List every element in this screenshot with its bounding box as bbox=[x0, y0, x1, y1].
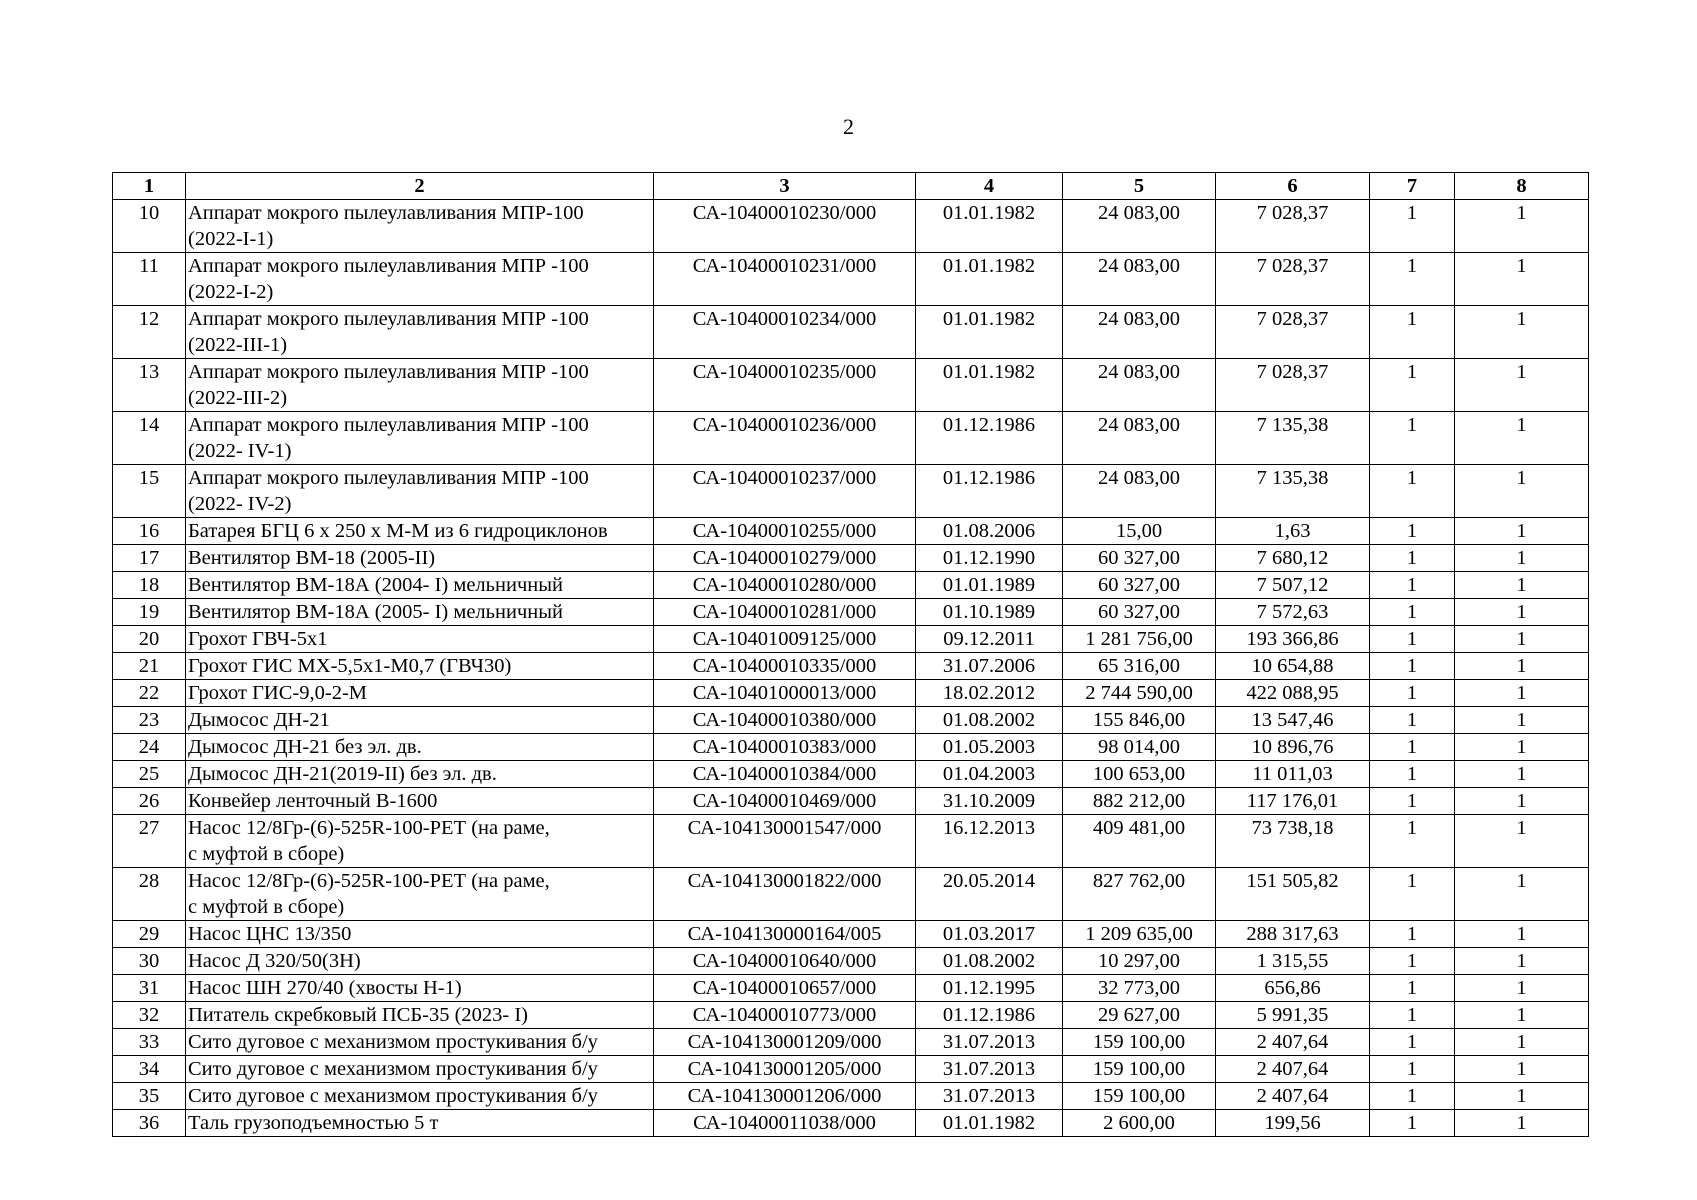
row-number-cell: 27 bbox=[113, 815, 186, 868]
name-line: Сито дуговое с механизмом простукивания б/у bbox=[188, 1031, 598, 1053]
column-5-value-cell: 29 627,00 bbox=[1063, 1002, 1216, 1029]
column-8-value-cell: 1 bbox=[1455, 572, 1589, 599]
date-cell: 31.07.2013 bbox=[916, 1056, 1063, 1083]
date-cell: 01.08.2002 bbox=[916, 948, 1063, 975]
date-cell: 18.02.2012 bbox=[916, 680, 1063, 707]
inventory-code-cell: СА-10400010384/000 bbox=[654, 761, 916, 788]
name-line: Грохот ГВЧ-5х1 bbox=[188, 628, 328, 650]
name-line: Насос 12/8Гр-(6)-525R-100-РЕТ (на раме, bbox=[188, 870, 550, 892]
date-cell: 01.12.1986 bbox=[916, 412, 1063, 465]
table-row bbox=[113, 1029, 1589, 1056]
column-5-value-cell: 24 083,00 bbox=[1063, 253, 1216, 306]
column-8-value-cell: 1 bbox=[1455, 359, 1589, 412]
column-8-value-cell: 1 bbox=[1455, 680, 1589, 707]
column-header: 1 bbox=[113, 173, 186, 200]
table-row bbox=[113, 975, 1589, 1002]
column-8-value-cell: 1 bbox=[1455, 1002, 1589, 1029]
column-5-value-cell: 65 316,00 bbox=[1063, 653, 1216, 680]
table-row bbox=[113, 707, 1589, 734]
column-header: 5 bbox=[1063, 173, 1216, 200]
row-number-cell: 20 bbox=[113, 626, 186, 653]
column-7-value-cell: 1 bbox=[1370, 761, 1455, 788]
column-7-value-cell: 1 bbox=[1370, 707, 1455, 734]
name-line: Батарея БГЦ 6 х 250 х М-М из 6 гидроциклонов bbox=[188, 520, 608, 542]
column-5-value-cell: 24 083,00 bbox=[1063, 465, 1216, 518]
name-line: Конвейер ленточный В-1600 bbox=[188, 790, 438, 812]
name-cell bbox=[186, 1002, 654, 1029]
inventory-code-cell: СА-10400010280/000 bbox=[654, 572, 916, 599]
row-number-cell: 22 bbox=[113, 680, 186, 707]
column-5-value-cell: 60 327,00 bbox=[1063, 599, 1216, 626]
column-7-value-cell: 1 bbox=[1370, 921, 1455, 948]
column-5-value-cell: 24 083,00 bbox=[1063, 359, 1216, 412]
inventory-code-cell: СА-10400010255/000 bbox=[654, 518, 916, 545]
column-8-value-cell: 1 bbox=[1455, 921, 1589, 948]
column-6-value-cell: 193 366,86 bbox=[1216, 626, 1370, 653]
column-7-value-cell: 1 bbox=[1370, 788, 1455, 815]
row-number-cell: 17 bbox=[113, 545, 186, 572]
name-cell bbox=[186, 545, 654, 572]
name-line: Насос ЦНС 13/350 bbox=[188, 923, 352, 945]
date-cell: 01.12.1986 bbox=[916, 1002, 1063, 1029]
column-8-value-cell: 1 bbox=[1455, 868, 1589, 921]
row-number-cell: 32 bbox=[113, 1002, 186, 1029]
column-6-value-cell: 7 028,37 bbox=[1216, 359, 1370, 412]
name-line: Сито дуговое с механизмом простукивания б/у bbox=[188, 1085, 598, 1107]
inventory-code-cell: СА-104130001822/000 bbox=[654, 868, 916, 921]
name-cell bbox=[186, 868, 654, 921]
table-row bbox=[113, 761, 1589, 788]
date-cell: 01.01.1982 bbox=[916, 306, 1063, 359]
name-cell bbox=[186, 359, 654, 412]
name-cell bbox=[186, 306, 654, 359]
table-row bbox=[113, 200, 1589, 253]
column-8-value-cell: 1 bbox=[1455, 200, 1589, 253]
column-5-value-cell: 10 297,00 bbox=[1063, 948, 1216, 975]
name-cell bbox=[186, 788, 654, 815]
name-cell bbox=[186, 599, 654, 626]
column-5-value-cell: 159 100,00 bbox=[1063, 1029, 1216, 1056]
table-row bbox=[113, 518, 1589, 545]
column-7-value-cell: 1 bbox=[1370, 948, 1455, 975]
name-line: (2022-I-2) bbox=[188, 281, 274, 303]
name-line: Насос 12/8Гр-(6)-525R-100-РЕТ (на раме, bbox=[188, 817, 550, 839]
column-8-value-cell: 1 bbox=[1455, 306, 1589, 359]
date-cell: 01.01.1982 bbox=[916, 253, 1063, 306]
column-7-value-cell: 1 bbox=[1370, 975, 1455, 1002]
page-number: 2 bbox=[843, 114, 854, 139]
date-cell: 31.07.2013 bbox=[916, 1083, 1063, 1110]
column-6-value-cell: 422 088,95 bbox=[1216, 680, 1370, 707]
column-5-value-cell: 24 083,00 bbox=[1063, 306, 1216, 359]
column-header: 2 bbox=[186, 173, 654, 200]
inventory-code-cell: СА-104130001209/000 bbox=[654, 1029, 916, 1056]
column-6-value-cell: 1,63 bbox=[1216, 518, 1370, 545]
date-cell: 01.12.1990 bbox=[916, 545, 1063, 572]
row-number-cell: 10 bbox=[113, 200, 186, 253]
name-line: Аппарат мокрого пылеулавливания МПР -100 bbox=[188, 361, 589, 383]
inventory-code-cell: СА-104130001206/000 bbox=[654, 1083, 916, 1110]
column-6-value-cell: 199,56 bbox=[1216, 1110, 1370, 1137]
date-cell: 01.01.1989 bbox=[916, 572, 1063, 599]
column-7-value-cell: 1 bbox=[1370, 868, 1455, 921]
inventory-code-cell: СА-104130001205/000 bbox=[654, 1056, 916, 1083]
inventory-code-cell: СА-10400010237/000 bbox=[654, 465, 916, 518]
column-5-value-cell: 882 212,00 bbox=[1063, 788, 1216, 815]
name-cell bbox=[186, 626, 654, 653]
name-line: Таль грузоподъемностью 5 т bbox=[188, 1112, 439, 1134]
inventory-code-cell: СА-10400010469/000 bbox=[654, 788, 916, 815]
row-number-cell: 19 bbox=[113, 599, 186, 626]
column-header: 7 bbox=[1370, 173, 1455, 200]
row-number-cell: 16 bbox=[113, 518, 186, 545]
inventory-code-cell: СА-10400010230/000 bbox=[654, 200, 916, 253]
name-line: Аппарат мокрого пылеулавливания МПР -100 bbox=[188, 414, 589, 436]
column-6-value-cell: 7 572,63 bbox=[1216, 599, 1370, 626]
table-body bbox=[113, 200, 1589, 1137]
column-7-value-cell: 1 bbox=[1370, 815, 1455, 868]
column-8-value-cell: 1 bbox=[1455, 465, 1589, 518]
row-number-cell: 36 bbox=[113, 1110, 186, 1137]
table-row bbox=[113, 1056, 1589, 1083]
row-number-cell: 31 bbox=[113, 975, 186, 1002]
date-cell: 09.12.2011 bbox=[916, 626, 1063, 653]
row-number-cell: 24 bbox=[113, 734, 186, 761]
column-6-value-cell: 117 176,01 bbox=[1216, 788, 1370, 815]
column-5-value-cell: 60 327,00 bbox=[1063, 545, 1216, 572]
column-6-value-cell: 7 028,37 bbox=[1216, 253, 1370, 306]
row-number-cell: 13 bbox=[113, 359, 186, 412]
name-line: Насос Д 320/50(3Н) bbox=[188, 950, 361, 972]
name-cell bbox=[186, 412, 654, 465]
column-7-value-cell: 1 bbox=[1370, 359, 1455, 412]
date-cell: 01.08.2006 bbox=[916, 518, 1063, 545]
column-8-value-cell: 1 bbox=[1455, 948, 1589, 975]
row-number-cell: 18 bbox=[113, 572, 186, 599]
inventory-code-cell: СА-10400010279/000 bbox=[654, 545, 916, 572]
column-6-value-cell: 2 407,64 bbox=[1216, 1029, 1370, 1056]
table-row bbox=[113, 680, 1589, 707]
name-cell bbox=[186, 465, 654, 518]
column-7-value-cell: 1 bbox=[1370, 572, 1455, 599]
date-cell: 01.05.2003 bbox=[916, 734, 1063, 761]
column-8-value-cell: 1 bbox=[1455, 518, 1589, 545]
inventory-code-cell: СА-10400010773/000 bbox=[654, 1002, 916, 1029]
date-cell: 16.12.2013 bbox=[916, 815, 1063, 868]
date-cell: 20.05.2014 bbox=[916, 868, 1063, 921]
name-cell bbox=[186, 734, 654, 761]
column-8-value-cell: 1 bbox=[1455, 975, 1589, 1002]
name-line: Вентилятор ВМ-18А (2004- I) мельничный bbox=[188, 574, 563, 596]
column-8-value-cell: 1 bbox=[1455, 788, 1589, 815]
column-5-value-cell: 24 083,00 bbox=[1063, 200, 1216, 253]
column-8-value-cell: 1 bbox=[1455, 1029, 1589, 1056]
row-number-cell: 34 bbox=[113, 1056, 186, 1083]
row-number-cell: 26 bbox=[113, 788, 186, 815]
table-row bbox=[113, 412, 1589, 465]
inventory-code-cell: СА-10400010236/000 bbox=[654, 412, 916, 465]
row-number-cell: 21 bbox=[113, 653, 186, 680]
name-line: (2022-III-2) bbox=[188, 387, 288, 409]
inventory-code-cell: СА-10400011038/000 bbox=[654, 1110, 916, 1137]
name-line: Вентилятор ВМ-18А (2005- I) мельничный bbox=[188, 601, 563, 623]
column-5-value-cell: 98 014,00 bbox=[1063, 734, 1216, 761]
inventory-code-cell: СА-10400010640/000 bbox=[654, 948, 916, 975]
row-number-cell: 12 bbox=[113, 306, 186, 359]
table-row bbox=[113, 1002, 1589, 1029]
table-row bbox=[113, 359, 1589, 412]
column-header: 3 bbox=[654, 173, 916, 200]
name-line: Аппарат мокрого пылеулавливания МПР -100 bbox=[188, 308, 589, 330]
column-8-value-cell: 1 bbox=[1455, 545, 1589, 572]
name-cell bbox=[186, 948, 654, 975]
column-5-value-cell: 155 846,00 bbox=[1063, 707, 1216, 734]
inventory-code-cell: СА-10400010657/000 bbox=[654, 975, 916, 1002]
name-line: (2022- IV-2) bbox=[188, 493, 292, 515]
column-5-value-cell: 32 773,00 bbox=[1063, 975, 1216, 1002]
column-8-value-cell: 1 bbox=[1455, 815, 1589, 868]
table-row bbox=[113, 788, 1589, 815]
table-row bbox=[113, 921, 1589, 948]
name-line: Насос ШН 270/40 (хвосты Н-1) bbox=[188, 977, 462, 999]
column-8-value-cell: 1 bbox=[1455, 761, 1589, 788]
table-row bbox=[113, 868, 1589, 921]
column-5-value-cell: 100 653,00 bbox=[1063, 761, 1216, 788]
date-cell: 01.08.2002 bbox=[916, 707, 1063, 734]
table-row bbox=[113, 653, 1589, 680]
row-number-cell: 25 bbox=[113, 761, 186, 788]
column-7-value-cell: 1 bbox=[1370, 599, 1455, 626]
row-number-cell: 33 bbox=[113, 1029, 186, 1056]
name-cell bbox=[186, 253, 654, 306]
column-header: 8 bbox=[1455, 173, 1589, 200]
column-8-value-cell: 1 bbox=[1455, 1110, 1589, 1137]
date-cell: 01.12.1986 bbox=[916, 465, 1063, 518]
date-cell: 01.10.1989 bbox=[916, 599, 1063, 626]
column-7-value-cell: 1 bbox=[1370, 518, 1455, 545]
column-7-value-cell: 1 bbox=[1370, 626, 1455, 653]
column-7-value-cell: 1 bbox=[1370, 1029, 1455, 1056]
name-line: Дымосос ДН-21 bbox=[188, 709, 330, 731]
column-5-value-cell: 1 281 756,00 bbox=[1063, 626, 1216, 653]
column-6-value-cell: 151 505,82 bbox=[1216, 868, 1370, 921]
column-header: 4 bbox=[916, 173, 1063, 200]
column-5-value-cell: 827 762,00 bbox=[1063, 868, 1216, 921]
date-cell: 01.01.1982 bbox=[916, 1110, 1063, 1137]
name-line: Аппарат мокрого пылеулавливания МПР -100 bbox=[188, 467, 589, 489]
date-cell: 01.12.1995 bbox=[916, 975, 1063, 1002]
column-6-value-cell: 13 547,46 bbox=[1216, 707, 1370, 734]
column-8-value-cell: 1 bbox=[1455, 707, 1589, 734]
name-cell bbox=[186, 1056, 654, 1083]
name-cell bbox=[186, 200, 654, 253]
column-6-value-cell: 7 135,38 bbox=[1216, 465, 1370, 518]
name-line: Грохот ГИС-9,0-2-М bbox=[188, 682, 367, 704]
column-8-value-cell: 1 bbox=[1455, 599, 1589, 626]
column-8-value-cell: 1 bbox=[1455, 1083, 1589, 1110]
name-line: Аппарат мокрого пылеулавливания МПР -100 bbox=[188, 255, 589, 277]
row-number-cell: 29 bbox=[113, 921, 186, 948]
name-cell bbox=[186, 921, 654, 948]
row-number-cell: 23 bbox=[113, 707, 186, 734]
row-number-cell: 14 bbox=[113, 412, 186, 465]
column-6-value-cell: 5 991,35 bbox=[1216, 1002, 1370, 1029]
name-line: Дымосос ДН-21(2019-II) без эл. дв. bbox=[188, 763, 497, 785]
column-7-value-cell: 1 bbox=[1370, 412, 1455, 465]
column-6-value-cell: 7 028,37 bbox=[1216, 200, 1370, 253]
name-cell bbox=[186, 653, 654, 680]
inventory-code-cell: СА-10400010231/000 bbox=[654, 253, 916, 306]
column-5-value-cell: 2 744 590,00 bbox=[1063, 680, 1216, 707]
column-6-value-cell: 7 507,12 bbox=[1216, 572, 1370, 599]
column-7-value-cell: 1 bbox=[1370, 1056, 1455, 1083]
inventory-code-cell: СА-10401000013/000 bbox=[654, 680, 916, 707]
column-7-value-cell: 1 bbox=[1370, 653, 1455, 680]
name-line: Грохот ГИС МХ-5,5х1-М0,7 (ГВЧ30) bbox=[188, 655, 512, 677]
table-row bbox=[113, 815, 1589, 868]
name-cell bbox=[186, 680, 654, 707]
column-5-value-cell: 15,00 bbox=[1063, 518, 1216, 545]
date-cell: 01.04.2003 bbox=[916, 761, 1063, 788]
name-cell bbox=[186, 1110, 654, 1137]
inventory-code-cell: СА-10400010383/000 bbox=[654, 734, 916, 761]
date-cell: 31.10.2009 bbox=[916, 788, 1063, 815]
column-header: 6 bbox=[1216, 173, 1370, 200]
column-8-value-cell: 1 bbox=[1455, 626, 1589, 653]
column-6-value-cell: 7 028,37 bbox=[1216, 306, 1370, 359]
date-cell: 31.07.2006 bbox=[916, 653, 1063, 680]
table-row bbox=[113, 465, 1589, 518]
row-number-cell: 35 bbox=[113, 1083, 186, 1110]
column-6-value-cell: 10 896,76 bbox=[1216, 734, 1370, 761]
column-5-value-cell: 159 100,00 bbox=[1063, 1083, 1216, 1110]
name-line: с муфтой в сборе) bbox=[188, 843, 345, 865]
name-cell bbox=[186, 1083, 654, 1110]
column-7-value-cell: 1 bbox=[1370, 1110, 1455, 1137]
date-cell: 01.03.2017 bbox=[916, 921, 1063, 948]
name-line: Сито дуговое с механизмом простукивания б/у bbox=[188, 1058, 598, 1080]
table-row bbox=[113, 599, 1589, 626]
name-line: Дымосос ДН-21 без эл. дв. bbox=[188, 736, 422, 758]
name-cell bbox=[186, 707, 654, 734]
table-row bbox=[113, 306, 1589, 359]
table-row bbox=[113, 734, 1589, 761]
table-row bbox=[113, 545, 1589, 572]
column-7-value-cell: 1 bbox=[1370, 200, 1455, 253]
date-cell: 31.07.2013 bbox=[916, 1029, 1063, 1056]
name-line: (2022- IV-1) bbox=[188, 440, 292, 462]
table-header-row bbox=[113, 173, 1589, 200]
row-number-cell: 28 bbox=[113, 868, 186, 921]
name-cell bbox=[186, 518, 654, 545]
name-cell bbox=[186, 572, 654, 599]
table-row bbox=[113, 572, 1589, 599]
inventory-code-cell: СА-10401009125/000 bbox=[654, 626, 916, 653]
date-cell: 01.01.1982 bbox=[916, 200, 1063, 253]
table-row bbox=[113, 948, 1589, 975]
column-5-value-cell: 1 209 635,00 bbox=[1063, 921, 1216, 948]
name-cell bbox=[186, 1029, 654, 1056]
column-5-value-cell: 24 083,00 bbox=[1063, 412, 1216, 465]
name-line: Вентилятор ВМ-18 (2005-II) bbox=[188, 547, 436, 569]
name-line: Аппарат мокрого пылеулавливания МПР-100 bbox=[188, 202, 584, 224]
column-5-value-cell: 2 600,00 bbox=[1063, 1110, 1216, 1137]
column-7-value-cell: 1 bbox=[1370, 465, 1455, 518]
column-7-value-cell: 1 bbox=[1370, 545, 1455, 572]
row-number-cell: 30 bbox=[113, 948, 186, 975]
column-8-value-cell: 1 bbox=[1455, 734, 1589, 761]
column-7-value-cell: 1 bbox=[1370, 253, 1455, 306]
column-7-value-cell: 1 bbox=[1370, 734, 1455, 761]
table-row bbox=[113, 1110, 1589, 1137]
name-cell bbox=[186, 761, 654, 788]
inventory-code-cell: СА-104130001547/000 bbox=[654, 815, 916, 868]
date-cell: 01.01.1982 bbox=[916, 359, 1063, 412]
column-8-value-cell: 1 bbox=[1455, 253, 1589, 306]
column-8-value-cell: 1 bbox=[1455, 1056, 1589, 1083]
inventory-code-cell: СА-10400010235/000 bbox=[654, 359, 916, 412]
column-6-value-cell: 1 315,55 bbox=[1216, 948, 1370, 975]
column-6-value-cell: 2 407,64 bbox=[1216, 1083, 1370, 1110]
row-number-cell: 11 bbox=[113, 253, 186, 306]
column-6-value-cell: 73 738,18 bbox=[1216, 815, 1370, 868]
column-5-value-cell: 409 481,00 bbox=[1063, 815, 1216, 868]
column-7-value-cell: 1 bbox=[1370, 1083, 1455, 1110]
inventory-code-cell: СА-10400010335/000 bbox=[654, 653, 916, 680]
table-row bbox=[113, 1083, 1589, 1110]
name-line: Питатель скребковый ПСБ-35 (2023- I) bbox=[188, 1004, 529, 1026]
inventory-code-cell: СА-10400010234/000 bbox=[654, 306, 916, 359]
column-5-value-cell: 159 100,00 bbox=[1063, 1056, 1216, 1083]
column-7-value-cell: 1 bbox=[1370, 306, 1455, 359]
column-6-value-cell: 11 011,03 bbox=[1216, 761, 1370, 788]
table-row bbox=[113, 626, 1589, 653]
column-6-value-cell: 656,86 bbox=[1216, 975, 1370, 1002]
table-row bbox=[113, 253, 1589, 306]
column-6-value-cell: 2 407,64 bbox=[1216, 1056, 1370, 1083]
column-8-value-cell: 1 bbox=[1455, 412, 1589, 465]
inventory-code-cell: СА-10400010380/000 bbox=[654, 707, 916, 734]
name-line: (2022-III-1) bbox=[188, 334, 288, 356]
inventory-code-cell: СА-104130000164/005 bbox=[654, 921, 916, 948]
name-line: с муфтой в сборе) bbox=[188, 896, 345, 918]
column-6-value-cell: 7 680,12 bbox=[1216, 545, 1370, 572]
name-cell bbox=[186, 815, 654, 868]
column-7-value-cell: 1 bbox=[1370, 680, 1455, 707]
inventory-code-cell: СА-10400010281/000 bbox=[654, 599, 916, 626]
row-number-cell: 15 bbox=[113, 465, 186, 518]
column-6-value-cell: 10 654,88 bbox=[1216, 653, 1370, 680]
column-5-value-cell: 60 327,00 bbox=[1063, 572, 1216, 599]
column-8-value-cell: 1 bbox=[1455, 653, 1589, 680]
name-line: (2022-I-1) bbox=[188, 228, 274, 250]
column-6-value-cell: 288 317,63 bbox=[1216, 921, 1370, 948]
column-6-value-cell: 7 135,38 bbox=[1216, 412, 1370, 465]
name-cell bbox=[186, 975, 654, 1002]
inventory-table bbox=[112, 172, 1589, 1137]
column-7-value-cell: 1 bbox=[1370, 1002, 1455, 1029]
